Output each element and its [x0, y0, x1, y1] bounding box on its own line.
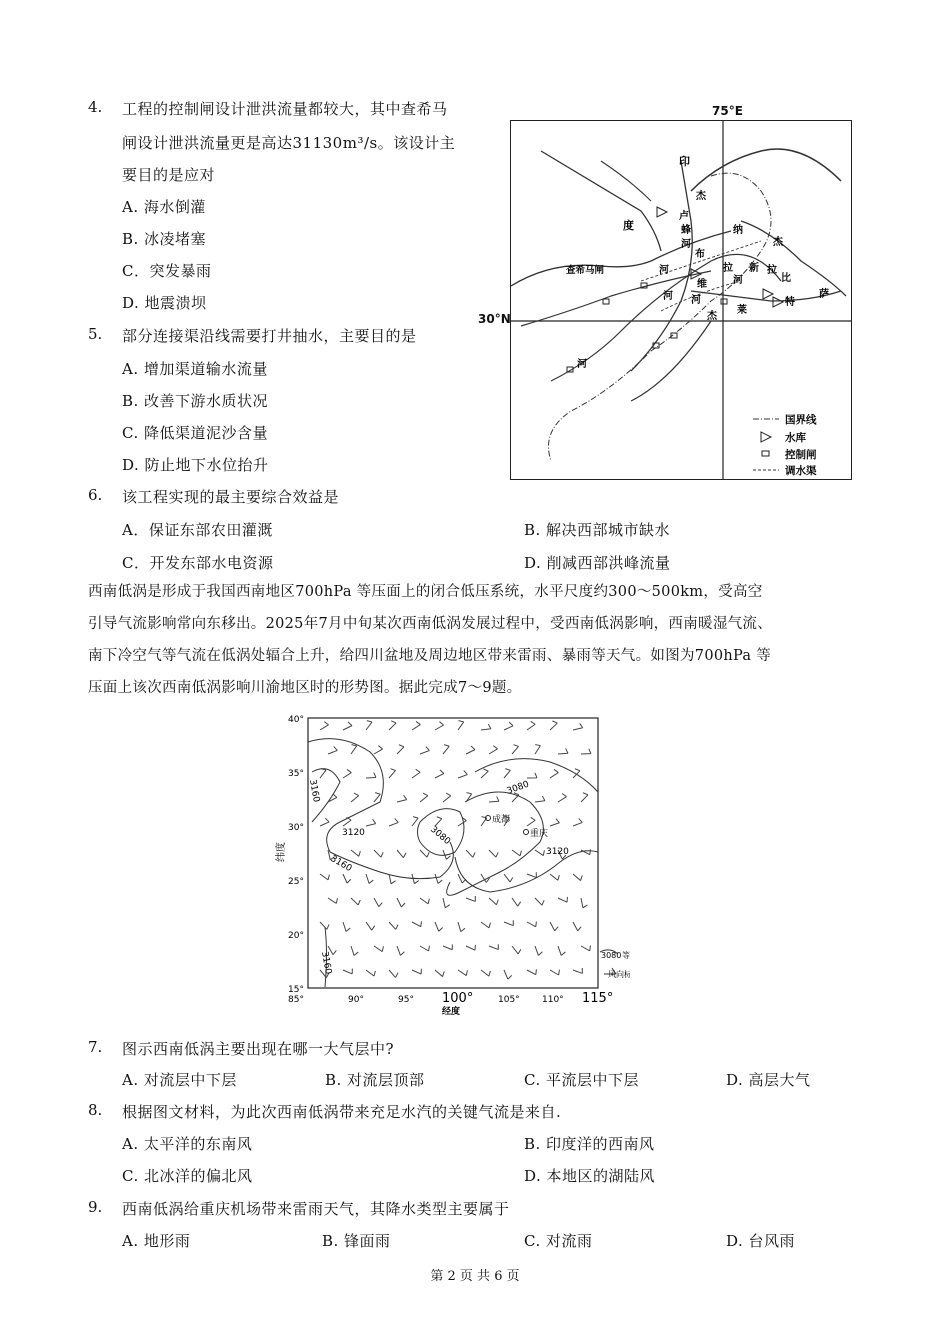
- x-tick: 115°: [582, 991, 614, 1006]
- q9-stem: 西南低涡给重庆机场带来雷雨天气，其降水类型主要属于: [122, 1200, 510, 1218]
- map-label-ba: 特: [785, 297, 795, 308]
- q5-option-b: B. 改善下游水质状况: [122, 392, 269, 410]
- x-tick: 95°: [398, 995, 414, 1005]
- legend-wind: 风向标: [608, 970, 630, 979]
- map-label-feng: 蜂: [681, 225, 691, 236]
- map-label-jie1: 杰: [696, 191, 706, 202]
- passage-line-2: 引导气流影响常向东移出。2025年7月中旬某次西南低涡发展过程中，受西南低涡影响，西南暖湿气流、: [88, 616, 773, 632]
- map-label-jie3: 杰: [707, 311, 717, 322]
- map-label-he1: 河: [681, 239, 691, 250]
- legend-border: 国界线: [785, 414, 817, 426]
- x-tick: 85°: [288, 995, 304, 1005]
- control-gate-icon: [603, 299, 609, 304]
- y-axis-label: 纬度: [276, 842, 287, 862]
- passage: [88, 576, 868, 704]
- legend-canal: 调水渠: [785, 465, 817, 477]
- q6-option-b: B. 解决西部城市缺水: [524, 521, 671, 539]
- q6-option-a: A．保证东部农田灌溉: [122, 521, 273, 539]
- passage-line-3: 南下冷空气等气流在低涡处辐合上升，给四川盆地及周边地区带来雷雨、暴雨等天气。如图为700hPa 等: [88, 648, 772, 664]
- city-label-chengdu: 成都: [492, 815, 511, 825]
- river-path: [741, 221, 846, 296]
- city-label-chongqing: 重庆: [530, 829, 549, 839]
- q5-number: 5.: [88, 325, 103, 343]
- q9-number: 9.: [88, 1198, 103, 1216]
- q7-option-c: C. 平流层中下层: [524, 1071, 639, 1089]
- q4-stem-line1: 工程的控制闸设计泄洪流量都较大，其中查希马: [122, 100, 448, 118]
- q4-number: 4.: [88, 98, 103, 116]
- map-label-la2: 拉: [767, 265, 777, 276]
- y-tick: 30°: [288, 823, 304, 833]
- map-label-yin: 印: [679, 155, 690, 168]
- q4-option-b: B. 冰凌堵塞: [122, 230, 207, 248]
- map1-lat-label: 30°N: [478, 312, 511, 326]
- q6-stem: 该工程实现的最主要综合效益是: [122, 488, 340, 506]
- map-label-wei: 维: [697, 279, 707, 290]
- q7-option-b: B. 对流层顶部: [325, 1071, 425, 1089]
- y-tick: 35°: [288, 769, 304, 779]
- passage-line-4: 压面上该次西南低涡影响川渝地区时的形势图。据此完成7～9题。: [88, 680, 522, 696]
- map-label-sa: 萨: [819, 289, 829, 300]
- river-path: [691, 149, 841, 191]
- q6-option-c: C．开发东部水电资源: [122, 554, 274, 572]
- contour-label: 3120: [342, 828, 365, 838]
- reservoir-icon: [773, 297, 783, 307]
- map-label-he5: 河: [691, 295, 701, 306]
- map-label-du: 度: [623, 219, 634, 232]
- y-tick: 40°: [288, 715, 304, 725]
- q9-option-d: D. 台风雨: [726, 1232, 796, 1250]
- q8-number: 8.: [88, 1101, 103, 1119]
- y-tick: 25°: [288, 877, 304, 887]
- q4-option-c: C．突发暴雨: [122, 262, 212, 280]
- border-line: [549, 173, 772, 461]
- map-label-lai: 莱: [737, 305, 747, 316]
- contour-label: 3080: [428, 824, 453, 848]
- q7-stem: 图示西南低涡主要出现在哪一大气层中?: [122, 1040, 395, 1058]
- legend-contour-value: 3080: [601, 951, 622, 960]
- q4-option-d: D. 地震溃坝: [122, 294, 207, 312]
- q5-option-c: C. 降低渠道泥沙含量: [122, 424, 268, 442]
- map-label-bi: 比: [781, 273, 791, 284]
- x-tick: 90°: [348, 995, 364, 1005]
- map-label-chaximazha: 查希马闸: [566, 265, 605, 276]
- river-path: [601, 161, 651, 201]
- q8-option-d: D. 本地区的湖陆风: [524, 1167, 656, 1185]
- q6-number: 6.: [88, 486, 103, 504]
- q5-option-a: A. 增加渠道输水流量: [122, 360, 268, 378]
- map-label-bu: 布: [695, 249, 705, 260]
- q8-option-a: A. 太平洋的东南风: [122, 1135, 253, 1153]
- reservoir-icon: [657, 207, 667, 217]
- x-tick: 110°: [542, 995, 564, 1005]
- map-label-he4: 河: [663, 291, 673, 302]
- map1-lon-label: 75°E: [712, 104, 743, 118]
- contour-label: 3160: [307, 778, 321, 804]
- contour-label: 3160: [328, 853, 354, 875]
- map-label-jie2: 杰: [773, 237, 783, 248]
- q8-option-c: C. 北冰洋的偏北风: [122, 1167, 253, 1185]
- contour-label: 3120: [546, 847, 569, 857]
- water-project-map: [510, 120, 852, 480]
- legend-gate-symbol: [762, 451, 769, 456]
- control-gate-icon: [721, 299, 727, 304]
- q5-stem: 部分连接渠沿线需要打井抽水，主要目的是: [122, 327, 417, 345]
- weather-chart-svg: [270, 712, 630, 1022]
- legend-reservoir-symbol: [761, 432, 771, 442]
- q7-option-d: D. 高层大气: [726, 1071, 811, 1089]
- map-label-lu: 卢: [679, 211, 689, 222]
- water-project-map-svg: [511, 121, 851, 479]
- q8-stem: 根据图文材料，为此次西南低涡带来充足水汽的关键气流是来自.: [122, 1103, 562, 1121]
- legend-reservoir: 水库: [785, 432, 806, 444]
- map-label-he3: 河: [733, 275, 743, 286]
- q8-option-b: B. 印度洋的西南风: [524, 1135, 655, 1153]
- q9-option-a: A. 地形雨: [122, 1232, 191, 1250]
- q6-option-d: D. 削减西部洪峰流量: [524, 554, 671, 572]
- x-axis-label: 经度: [442, 1007, 461, 1017]
- q5-option-d: D. 防止地下水位抬升: [122, 456, 269, 474]
- x-tick: 105°: [498, 995, 520, 1005]
- q9-option-b: B. 锋面雨: [322, 1232, 391, 1250]
- map-label-he2: 河: [659, 265, 669, 276]
- q4-stem-line3: 要目的是应对: [122, 166, 216, 184]
- contour-label: 3080: [505, 779, 531, 797]
- y-tick: 15°: [288, 985, 304, 995]
- q7-number: 7.: [88, 1038, 103, 1056]
- contour-label: 3160: [319, 950, 333, 976]
- passage-line-1: 西南低涡是形成于我国西南地区700hPa 等压面上的闭合低压系统，水平尺度约300～500km，受高空: [88, 584, 763, 600]
- q9-option-c: C. 对流雨: [524, 1232, 593, 1250]
- map-label-na: 纳: [733, 225, 743, 236]
- q4-option-a: A. 海水倒灌: [122, 198, 206, 216]
- map-label-xin: 新: [749, 263, 759, 274]
- q4-stem-line2: 闸设计泄洪流量更是高达31130m³/s。该设计主: [122, 134, 456, 152]
- river-path: [541, 151, 661, 251]
- legend-gate: 控制闸: [785, 449, 817, 461]
- reservoir-icon: [763, 289, 773, 299]
- map-label-he6: 河: [577, 359, 587, 370]
- legend-contour: 等: [622, 951, 630, 960]
- y-tick: 20°: [288, 931, 304, 941]
- x-tick: 100°: [442, 991, 474, 1006]
- map-label-la: 拉: [723, 263, 733, 274]
- page-footer: 第 2 页 共 6 页: [430, 1269, 520, 1284]
- q7-option-a: A. 对流层中下层: [122, 1071, 237, 1089]
- weather-chart: [270, 712, 630, 1022]
